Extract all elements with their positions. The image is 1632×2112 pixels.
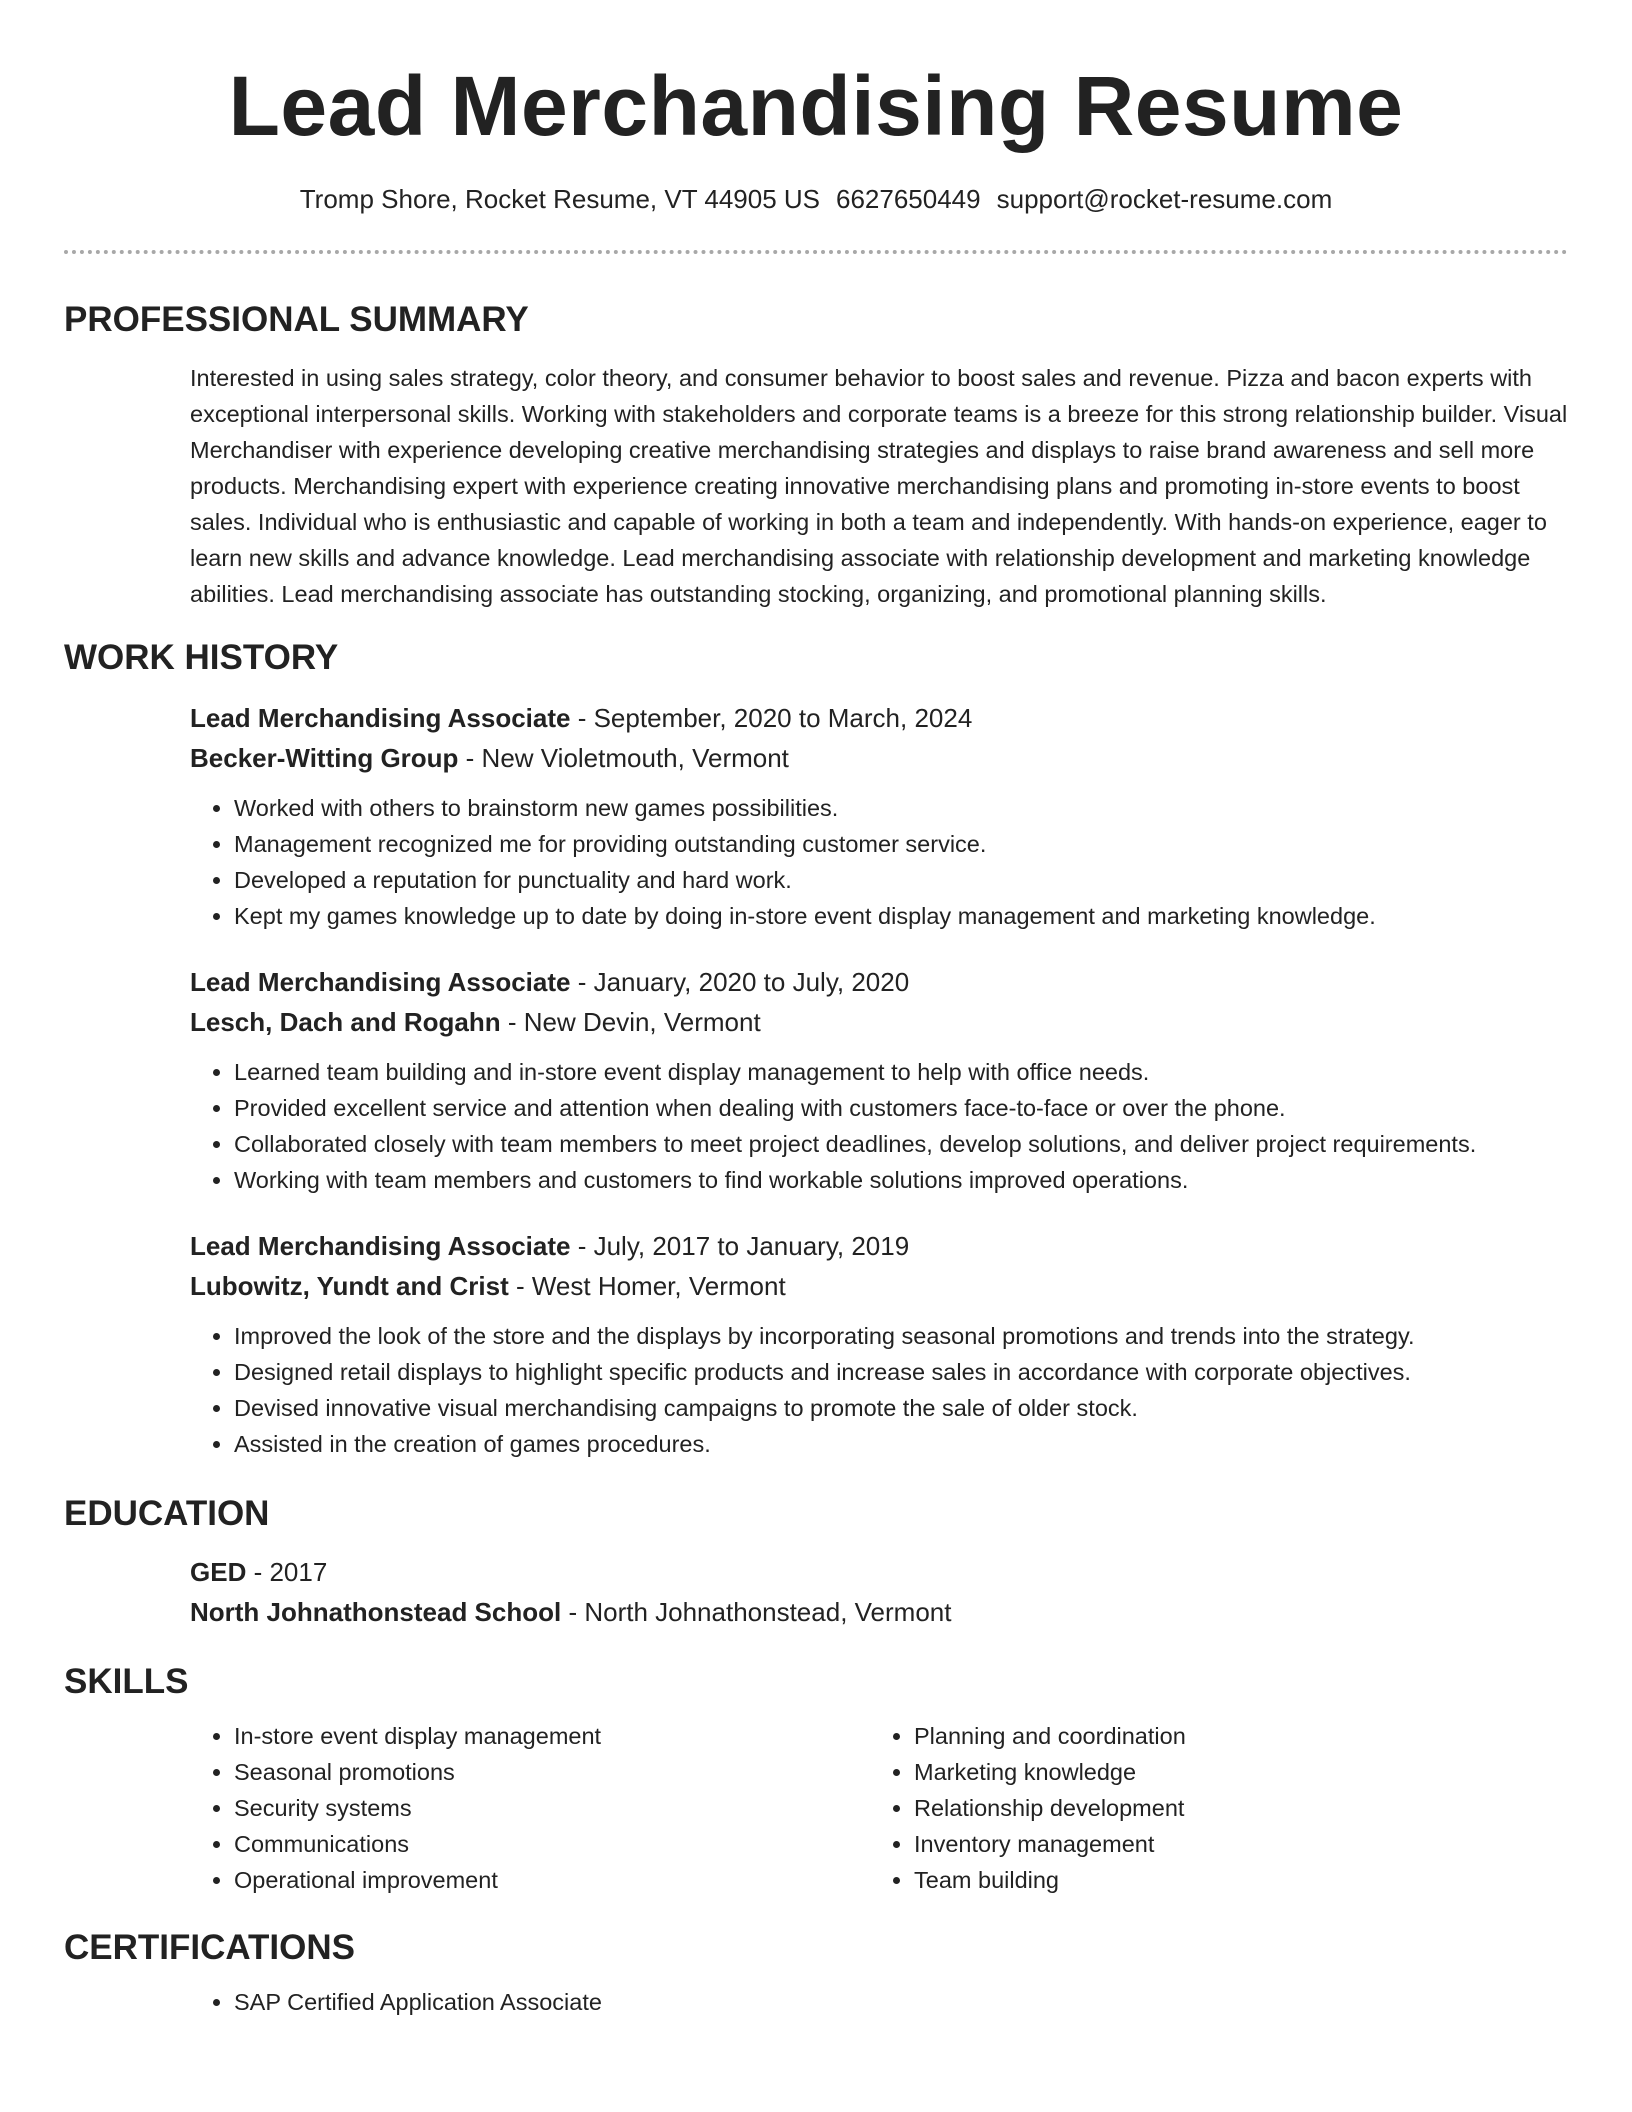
list-item: • Marketing knowledge: [914, 1754, 1550, 1790]
education-degree-line: [190, 1552, 1568, 1592]
job-bullets: [190, 790, 1568, 934]
contact-address: Tromp Shore, Rocket Resume, VT 44905 US: [299, 184, 820, 214]
education-location: - North Johnathonstead, Vermont: [561, 1597, 952, 1627]
certifications-list-wrap: [190, 1984, 1568, 2020]
list-item: • Improved the look of the store and the displays by incorporating seasonal promotions and trends into the strategy.: [234, 1318, 1568, 1354]
job-dates: - September, 2020 to March, 2024: [570, 703, 973, 733]
list-item: • Relationship development: [914, 1790, 1550, 1826]
certifications-section: [64, 1926, 1568, 2020]
job-company: Becker-Witting Group: [190, 743, 459, 773]
contact-phone: 6627650449: [836, 184, 981, 214]
education-year: - 2017: [246, 1557, 328, 1587]
job-dates: - July, 2017 to January, 2019: [570, 1231, 910, 1261]
education-entry: [190, 1552, 1568, 1632]
education-heading: EDUCATION: [64, 1494, 270, 1533]
job-role: Lead Merchandising Associate: [190, 967, 571, 997]
list-item: • Developed a reputation for punctuality and hard work.: [234, 862, 1568, 898]
job-role: Lead Merchandising Associate: [190, 703, 571, 733]
list-item: • Operational improvement: [234, 1862, 870, 1898]
job-title-line: [190, 962, 1568, 1002]
list-item: • Provided excellent service and attention when dealing with customers face-to-face or over the phone.: [234, 1090, 1568, 1126]
job-role: Lead Merchandising Associate: [190, 1231, 571, 1261]
summary-section: [64, 298, 1568, 612]
job-bullets: [190, 1318, 1568, 1462]
job-company-line: [190, 1002, 1568, 1042]
education-school-line: [190, 1592, 1568, 1632]
list-item: • Security systems: [234, 1790, 870, 1826]
work-history-section: [64, 636, 1568, 1462]
skills-column-right: [870, 1718, 1550, 1898]
job-company: Lesch, Dach and Rogahn: [190, 1007, 501, 1037]
list-item: • In-store event display management: [234, 1718, 870, 1754]
header-divider: [64, 250, 1568, 254]
job-entry: [190, 698, 1568, 934]
skills-section: [64, 1660, 1568, 1898]
skills-heading: SKILLS: [64, 1662, 189, 1701]
job-location: - New Devin, Vermont: [500, 1007, 761, 1037]
list-item: • Learned team building and in-store event display management to help with office needs.: [234, 1054, 1568, 1090]
list-item: • Designed retail displays to highlight specific products and increase sales in accordance with corporate objectives.: [234, 1354, 1568, 1390]
job-title-line: [190, 1226, 1568, 1266]
list-item: • Team building: [914, 1862, 1550, 1898]
education-school: North Johnathonstead School: [190, 1597, 562, 1627]
list-item: • Management recognized me for providing outstanding customer service.: [234, 826, 1568, 862]
list-item: • Kept my games knowledge up to date by doing in-store event display management and marketing knowledge.: [234, 898, 1568, 934]
skills-grid: [190, 1718, 1568, 1898]
contact-line: [64, 182, 1568, 216]
list-item: • Inventory management: [914, 1826, 1550, 1862]
work-history-heading: WORK HISTORY: [64, 638, 339, 677]
list-item: • Seasonal promotions: [234, 1754, 870, 1790]
job-location: - New Violetmouth, Vermont: [458, 743, 789, 773]
certifications-list: [190, 1984, 1568, 2020]
list-item: • Devised innovative visual merchandising campaigns to promote the sale of older stock.: [234, 1390, 1568, 1426]
job-company-line: [190, 1266, 1568, 1306]
summary-heading: PROFESSIONAL SUMMARY: [64, 300, 529, 339]
list-item: • Planning and coordination: [914, 1718, 1550, 1754]
job-dates: - January, 2020 to July, 2020: [570, 967, 910, 997]
resume-title: Lead Merchandising Resume: [228, 59, 1404, 153]
list-item: • Working with team members and customers to find workable solutions improved operations.: [234, 1162, 1568, 1198]
job-entry: [190, 1226, 1568, 1462]
education-section: [64, 1492, 1568, 1632]
contact-email: support@rocket-resume.com: [996, 184, 1333, 214]
summary-text: Interested in using sales strategy, color theory, and consumer behavior to boost sales and revenue. Pizza and bacon experts with exceptional interpersonal skills. Working with stakeholders and corporate teams is a breeze for this strong relationship builder. Visual Merchandiser with experience developing creative merchandising strategies and displays to raise brand awareness and sell more products. Merchandising expert with experience creating innovative merchandising plans and promoting in-store events to boost sales. Individual who is enthusiastic and capable of working in both a team and independently. With hands-on experience, eager to learn new skills and advance knowledge. Lead merchandising associate with relationship development and marketing knowledge abilities. Lead merchandising associate has outstanding stocking, organizing, and promotional planning skills.: [190, 365, 1568, 607]
job-company: Lubowitz, Yundt and Crist: [190, 1271, 509, 1301]
job-title-line: [190, 698, 1568, 738]
skills-column-left: [190, 1718, 870, 1898]
list-item: • Collaborated closely with team members to meet project deadlines, develop solutions, and deliver project requirements.: [234, 1126, 1568, 1162]
list-item: • Worked with others to brainstorm new games possibilities.: [234, 790, 1568, 826]
job-location: - West Homer, Vermont: [508, 1271, 786, 1301]
education-degree: GED: [190, 1557, 247, 1587]
job-entry: [190, 962, 1568, 1198]
job-company-line: [190, 738, 1568, 778]
list-item: • SAP Certified Application Associate: [234, 1984, 1568, 2020]
certifications-heading: CERTIFICATIONS: [64, 1928, 356, 1967]
list-item: • Assisted in the creation of games procedures.: [234, 1426, 1568, 1462]
job-bullets: [190, 1054, 1568, 1198]
list-item: • Communications: [234, 1826, 870, 1862]
